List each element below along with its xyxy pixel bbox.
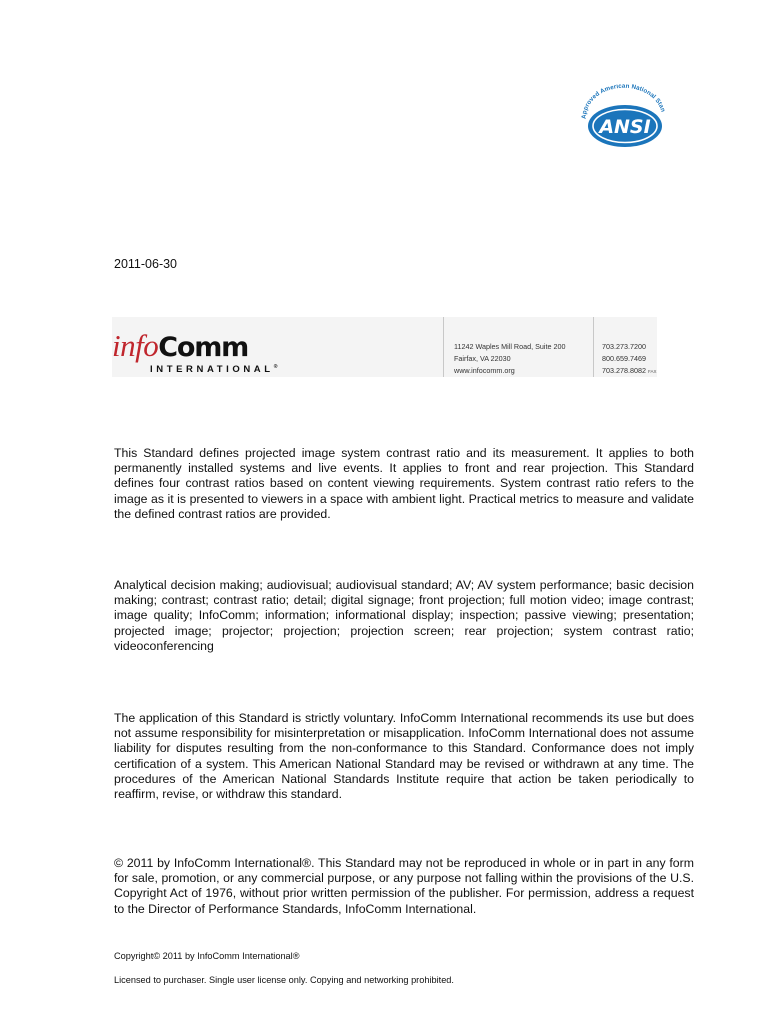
disclaimer-paragraph: The application of this Standard is strictly voluntary. InfoComm International recommends its use but does not assume responsibility for misinterpretation or misapplication. InfoComm International does not assume liability for disputes resulting from the non-conformance to this Standard. Conformance does not imply certification of a system. This American National Standard may be revised or withdrawn at any time. The procedures of the American National Standards Institute require that action be taken periodically to reaffirm, revise, or withdraw this standard. (114, 711, 694, 802)
address-street: 11242 Waples Mill Road, Suite 200 (454, 342, 566, 351)
address-city: Fairfax, VA 22030 (454, 354, 511, 363)
svg-text:Approved American National Sta: Approved American National Stan (580, 84, 667, 120)
phone-fax-number: 703.278.8082 (602, 366, 646, 375)
logo-international-text (150, 364, 277, 375)
letterhead-address (454, 341, 565, 377)
address-website[interactable]: www.infocomm.org (454, 366, 515, 375)
logo-info-text: info (112, 328, 159, 363)
logo-wordmark (112, 328, 249, 363)
document-date: 2011-06-30 (114, 257, 178, 271)
phone-tollfree: 800.659.7469 (602, 354, 646, 363)
letterhead-divider-1 (443, 317, 444, 377)
logo-trademark: ® (273, 364, 278, 370)
footer-license: Licensed to purchaser. Single user license only. Copying and networking prohibited. (114, 975, 454, 985)
svg-text:ANSI: ANSI (599, 116, 651, 138)
infocomm-logo (112, 328, 290, 377)
logo-comm-text: Comm (158, 332, 249, 363)
abstract-paragraph: This Standard defines projected image system contrast ratio and its measurement. It applies to both permanently installed systems and live events. It applies to front and rear projection. This Standard defines four contrast ratios based on content viewing requirements. System contrast ratio refers to the image as it is presented to viewers in a space with ambient light. Practical metrics to measure and validate the defined contrast ratios are provided. (114, 446, 694, 521)
phone-fax (602, 365, 656, 377)
footer-copyright: Copyright© 2011 by InfoComm International® (114, 951, 300, 961)
copyright-paragraph: © 2011 by InfoComm International®. This Standard may not be reproduced in whole or in part in any form for sale, promotion, or any commercial purpose, or any purpose not falling within the provisions of the U.S. Copyright Act of 1976, without prior written permission of the publisher. For permission, address a request to the Director of Performance Standards, InfoComm International. (114, 856, 694, 916)
letterhead-phones (602, 341, 656, 377)
ansi-seal-logo (578, 84, 670, 148)
phone-main: 703.273.7200 (602, 342, 646, 351)
fax-tag: FAX (647, 369, 657, 374)
logo-international-word: INTERNATIONAL (150, 364, 274, 375)
letterhead (112, 317, 657, 377)
keywords-paragraph: Analytical decision making; audiovisual; audiovisual standard; AV; AV system performance; basic decision making; contrast; contrast ratio; detail; digital signage; front projection; full motion video; image contrast; image quality; InfoComm; information; informational display; inspection; passive viewing; presentation; projected image; projector; projection; projection screen; rear projection; system contrast ratio; videoconferencing (114, 578, 694, 653)
letterhead-divider-2 (593, 317, 594, 377)
